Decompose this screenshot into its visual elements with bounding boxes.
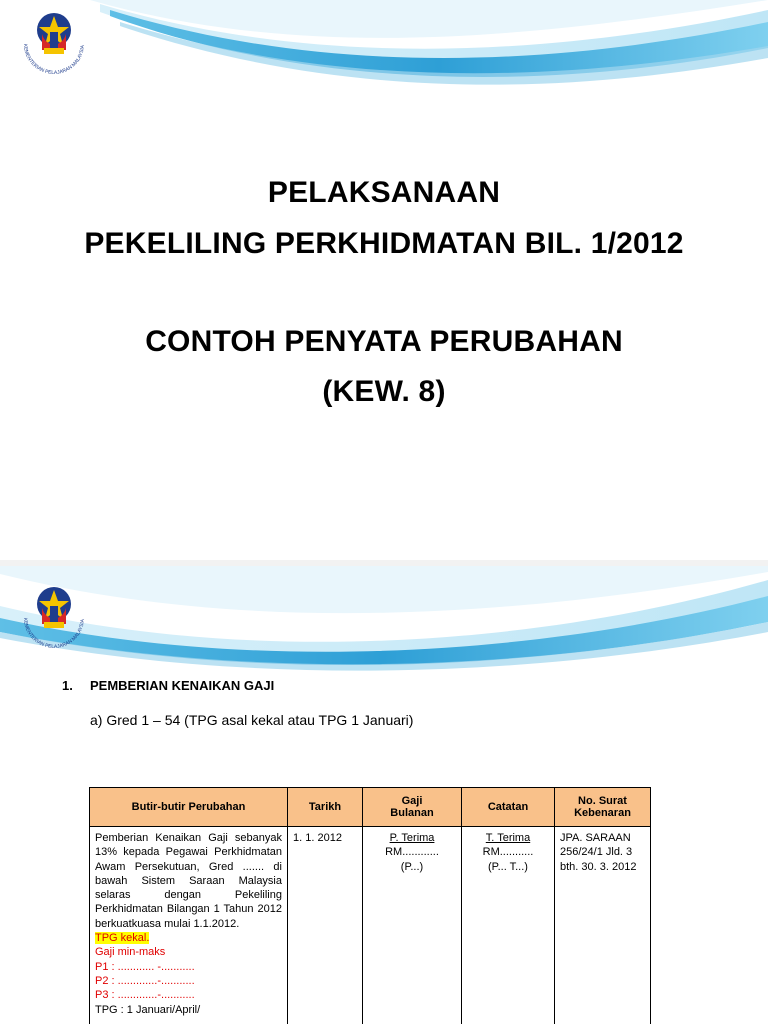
- svg-text:KEMENTERIAN PELAJARAN MALAYSIA: KEMENTERIAN PELAJARAN MALAYSIA: [21, 43, 87, 77]
- header-swoosh-graphic: [0, 0, 768, 110]
- cell-butir: [90, 827, 288, 1024]
- p1-range: P1 : ............ -...........: [95, 960, 195, 973]
- slide-title-line-2: PEKELILING PERKHIDMATAN BIL. 1/2012: [84, 227, 684, 260]
- header-gaji-line1: Gaji: [401, 795, 423, 807]
- surat-line-1: JPA. SARAAN: [560, 832, 631, 844]
- kew8-statement-table: [89, 787, 651, 1024]
- header-gaji-line2: Bulanan: [390, 807, 434, 819]
- ministry-logo: [14, 4, 94, 87]
- table-row: [90, 827, 651, 1024]
- section-number: 1.: [62, 678, 73, 693]
- header-surat-line1: No. Surat: [578, 795, 627, 807]
- ministry-logo: [14, 578, 94, 661]
- catatan-rm-value: RM...........: [482, 846, 534, 859]
- gaji-rm-value: RM............: [385, 846, 439, 859]
- catatan-p-value: (P... T...): [488, 860, 528, 873]
- slide-subtitle-line-2: (KEW. 8): [322, 375, 446, 408]
- cell-gaji-bulanan: [363, 827, 462, 1024]
- header-surat-line2: Kebenaran: [574, 807, 631, 819]
- section-heading: [62, 678, 274, 693]
- cell-no-surat: [555, 827, 651, 1024]
- gaji-p-value: (P...): [400, 860, 424, 873]
- tpg-kekal-highlight: TPG kekal.: [95, 932, 150, 945]
- table-header-row: [90, 788, 651, 827]
- header-no-surat: [555, 788, 651, 827]
- header-gaji-bulanan: [363, 788, 462, 827]
- catatan-terima-label: T. Terima: [485, 832, 531, 844]
- svg-text:KEMENTERIAN PELAJARAN MALAYSIA: KEMENTERIAN PELAJARAN MALAYSIA: [21, 617, 87, 651]
- header-swoosh-graphic: [0, 566, 768, 676]
- butir-text: Pemberian Kenaikan Gaji sebanyak 13% kepada Pegawai Perkhidmatan Awam Persekutuan, Gred ....... di bawah Sistem Saraan Malaysia selaras dengan Pekeliling Perkhidmatan Bilangan 1 Tahun 2012 berkuatkuasa mulai 1.1.2012.: [95, 832, 282, 930]
- subsection-heading: a) Gred 1 – 54 (TPG asal kekal atau TPG 1 Januari): [90, 712, 414, 728]
- cell-tarikh: 1. 1. 2012: [288, 827, 363, 1024]
- header-butir-perubahan: Butir-butir Perubahan: [90, 788, 288, 827]
- surat-line-3: bth. 30. 3. 2012: [560, 860, 637, 873]
- slide-subtitle-line-1: CONTOH PENYATA PERUBAHAN: [145, 325, 623, 358]
- p2-range: P2 : .............-...........: [95, 974, 195, 987]
- surat-line-2: 256/24/1 Jld. 3: [560, 846, 633, 859]
- slide-title-line-1: PELAKSANAAN: [267, 176, 501, 209]
- tpg-line: TPG : 1 Januari/April/: [95, 1003, 201, 1016]
- content-slide: [0, 566, 768, 1024]
- cell-catatan: [462, 827, 555, 1024]
- section-title: PEMBERIAN KENAIKAN GAJI: [90, 678, 275, 693]
- header-catatan: Catatan: [462, 788, 555, 827]
- gaji-min-maks-label: Gaji min-maks: [95, 946, 166, 959]
- gaji-terima-label: P. Terima: [389, 832, 435, 844]
- p3-range: P3 : .............-...........: [95, 989, 195, 1002]
- header-tarikh: Tarikh: [288, 788, 363, 827]
